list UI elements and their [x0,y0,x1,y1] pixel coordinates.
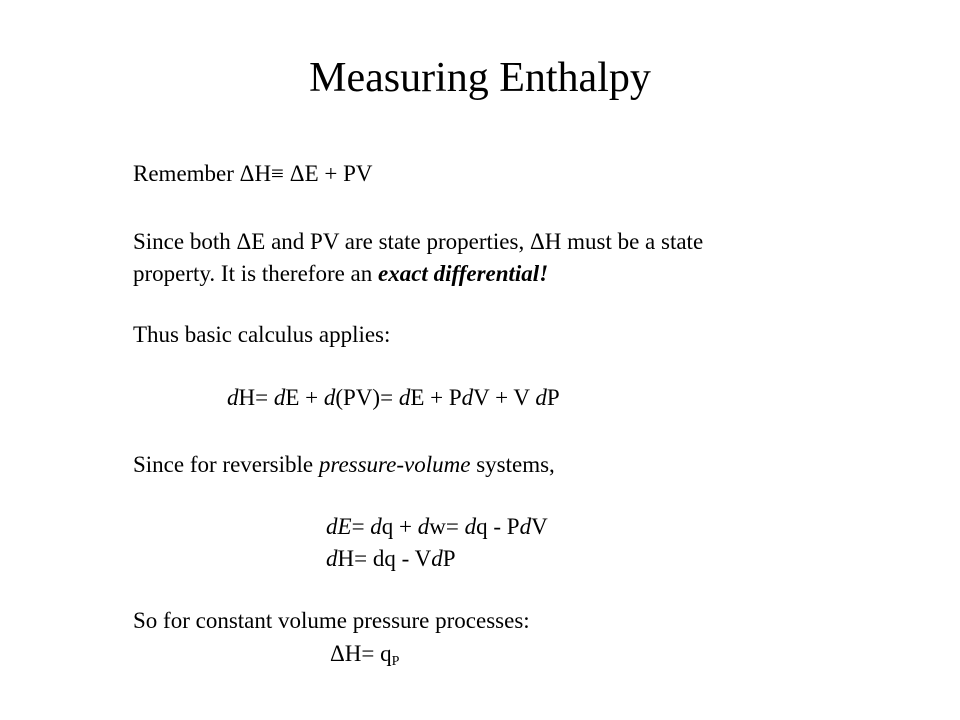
eq1-t3: (PV)= [335,385,399,410]
eq2-d1: dE [326,514,352,539]
eq2-d2: d [370,514,382,539]
energy-differential-equation [326,513,548,541]
eq2-d3: d [417,514,430,539]
state-property-text: property. It is therefore an [133,261,379,286]
calculus-line: Thus basic calculus applies: [133,322,391,347]
eq1-d1: d [227,385,239,410]
eq1-t5: V + V [473,385,536,410]
eq2-t5: V [531,514,548,539]
slide-title: Measuring Enthalpy [309,55,651,101]
eq2-t4: q - P [476,514,520,539]
enthalpy-differential-equation [227,384,560,412]
constant-volume-line: So for constant volume pressure processes: [133,608,530,633]
reversible-text-2: systems, [470,452,555,477]
state-property-line-1: Since both ΔE and PV are state properties, ΔH must be a state [133,229,704,254]
eq2-t2: q + [381,514,418,539]
eq2-t1: = [351,514,371,539]
remember-line: Remember ΔH≡ ΔE + PV [133,161,373,186]
enthalpy-heat-equation [326,545,455,573]
pressure-volume-emphasis: pressure-volume [318,452,471,477]
eq2-d4: d [464,514,477,539]
eq1-d2: d [273,385,286,410]
result-equation [330,640,399,668]
state-property-line-2 [133,260,548,288]
result-main: ΔH= q [330,641,392,666]
eq3-t1: H= dq - V [337,546,432,571]
eq1-d4: d [398,385,411,410]
eq1-d5: d [461,385,474,410]
exact-differential-emphasis: exact differential! [378,261,549,286]
eq1-t2: E + [285,385,324,410]
eq2-d5: d [519,514,532,539]
eq1-t6: P [546,385,560,410]
reversible-text-1: Since for reversible [133,452,319,477]
eq1-d6: d [535,385,547,410]
eq1-d3: d [323,385,336,410]
eq3-d1: d [326,546,338,571]
eq1-t4: E + P [410,385,462,410]
eq2-t3: w= [429,514,465,539]
eq1-t1: H= [238,385,274,410]
result-subscript: P [391,654,400,669]
eq3-t2: P [442,546,456,571]
eq3-d2: d [431,546,443,571]
reversible-systems-line [133,451,555,479]
